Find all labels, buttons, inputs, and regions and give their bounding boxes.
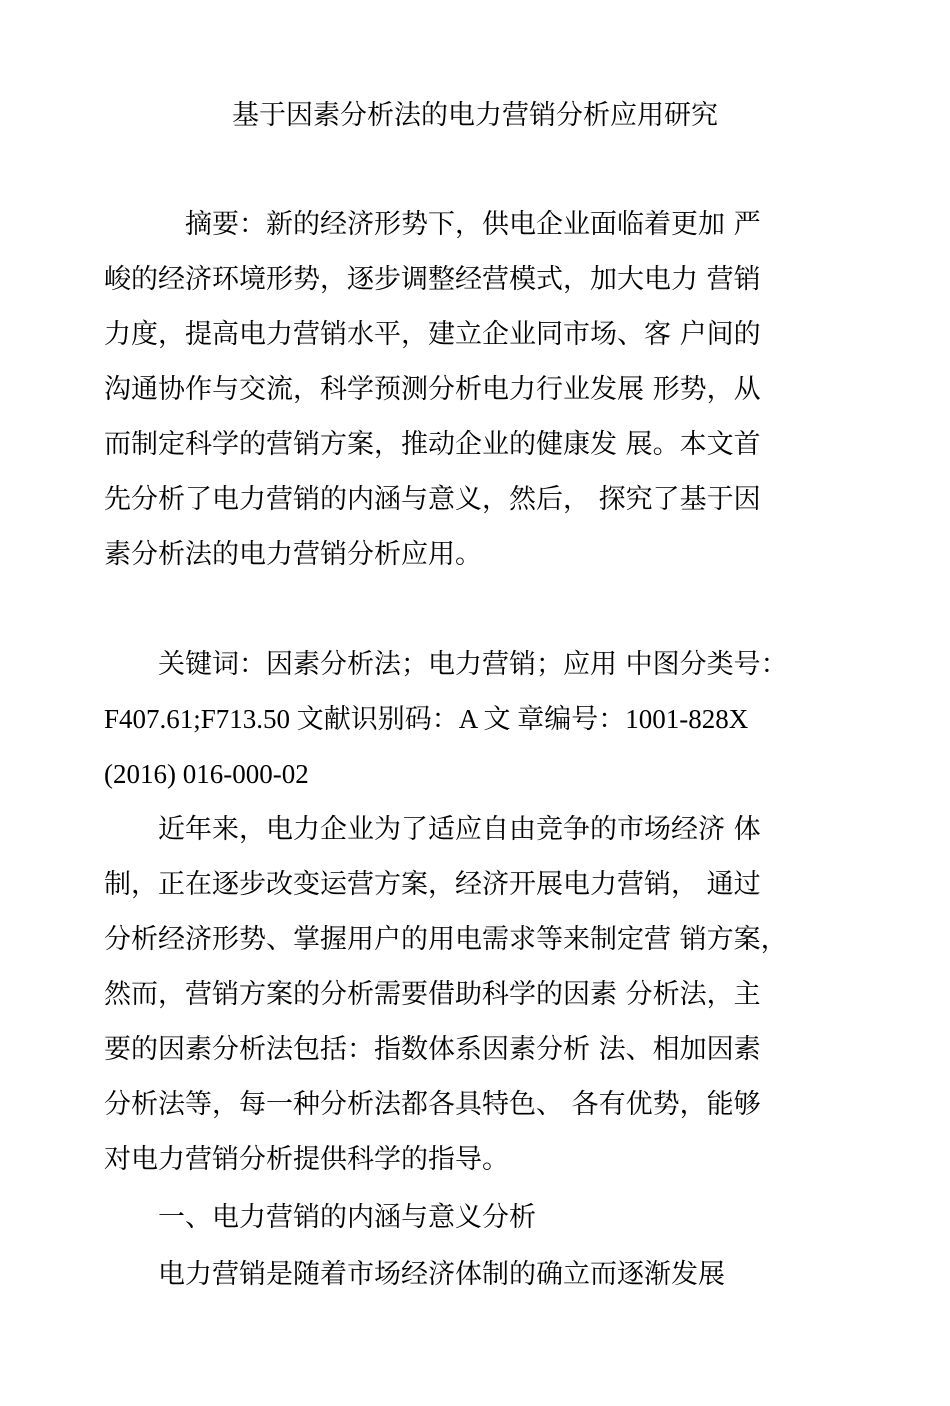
intro-line: 要的因素分析法包括：指数体系因素分析 法、相加因素 xyxy=(104,1034,761,1065)
abstract-line: 而制定科学的营销方案，推动企业的健康发 展。本文首 xyxy=(104,429,761,460)
intro-line: 分析法等，每一种分析法都各具特色、 各有优势，能够 xyxy=(104,1089,761,1120)
abstract-paragraph xyxy=(104,197,874,582)
keywords-paragraph xyxy=(104,637,874,802)
intro-line: 近年来，电力企业为了适应自由竞争的市场经济 体 xyxy=(104,814,761,845)
intro-line: 然而，营销方案的分析需要借助科学的因素 分析法，主 xyxy=(104,979,761,1010)
intro-line: 分析经济形势、掌握用户的用电需求等来制定营 销方案， xyxy=(104,924,788,955)
abstract-line: 力度，提高电力营销水平，建立企业同市场、客 户间的 xyxy=(104,319,761,350)
abstract-line: 摘要：新的经济形势下，供电企业面临着更加 严 xyxy=(104,209,761,240)
intro-paragraph xyxy=(104,802,874,1187)
section-heading xyxy=(104,1190,874,1245)
abstract-line: 素分析法的电力营销分析应用。 xyxy=(104,539,482,570)
article-number-line: (2016) 016-000-02 xyxy=(104,759,309,789)
section-heading-text: 一、电力营销的内涵与意义分析 xyxy=(104,1202,536,1233)
abstract-line: 先分析了电力营销的内涵与意义，然后， 探究了基于因 xyxy=(104,484,761,515)
section-body-paragraph xyxy=(104,1247,874,1302)
keywords-line: 关键词：因素分析法；电力营销；应用 中图分类号： xyxy=(104,649,788,680)
document-title: 基于因素分析法的电力营销分析应用研究 xyxy=(232,100,718,131)
intro-line: 对电力营销分析提供科学的指导。 xyxy=(104,1144,509,1175)
section-body-line: 电力营销是随着市场经济体制的确立而逐渐发展 xyxy=(104,1259,725,1290)
classification-line: F407.61;F713.50 文献识别码：A 文 章编号：1001-828X xyxy=(104,704,749,734)
abstract-line: 沟通协作与交流，科学预测分析电力行业发展 形势，从 xyxy=(104,374,761,405)
intro-line: 制，正在逐步改变运营方案，经济开展电力营销， 通过 xyxy=(104,869,761,900)
abstract-line: 峻的经济环境形势，逐步调整经营模式，加大电力 营销 xyxy=(104,264,761,295)
